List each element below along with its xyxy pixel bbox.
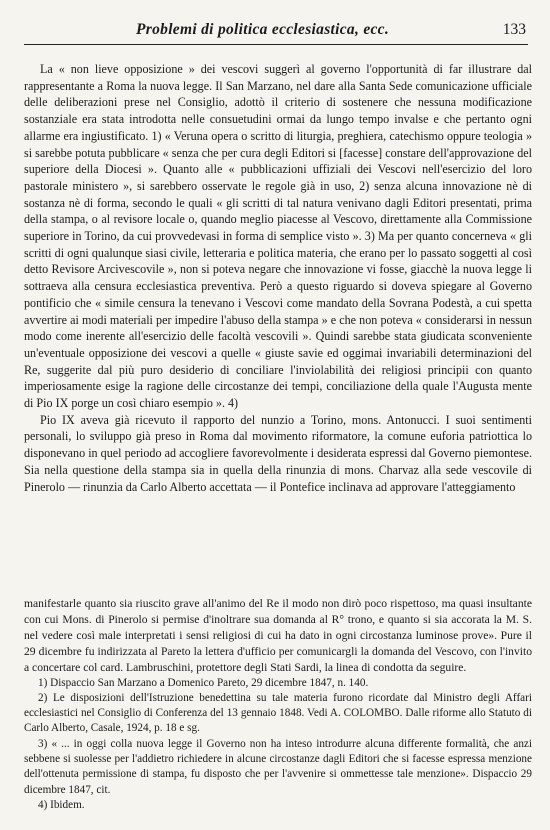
running-title: Problemi di politica ecclesiastica, ecc. [136,21,390,38]
footnote-2: 2) Le disposizioni dell'Istruzione benedettina su tale materia furono ricordate dal Ministro degli Affari ecclesiastici nel Consiglio di Conferenza del 13 gennaio 1848. Vedi A. COLOMBO. Dalle riforme allo Statuto di Carlo Alberto, Casale, 1924, p. 18 e sg. [24,691,532,735]
main-text [24,61,532,495]
footnotes-section [24,596,532,813]
footnote-4: 4) Ibidem. [38,798,85,811]
page-number: 133 [502,21,526,38]
page-header [24,14,528,45]
footnote-3: 3) « ... in oggi colla nuova legge il Governo non ha inteso introdurre alcuna differente formalità, che anzi sebbene si suolesse per l'addietro richiedere in alcune circostanze dagli Editori che si facesse espressa menzione dell'ottenuta permissione di stampa, fu disposto che per l'avvenire si ommettesse tale menzione». Dispaccio 29 dicembre 1847, cit. [24,737,532,796]
paragraph-2: Pio IX aveva già ricevuto il rapporto del nunzio a Torino, mons. Antonucci. I suoi sentimenti personali, lo sviluppo già preso in Roma dal movimento riformatore, la comune euforia patriottica lo disponevano in quel periodo ad accogliere favorevolmente i desiderata espressi dal Governo piemontese. Sia nella questione della stampa sia in quella della rinunzia di mons. Charvaz alla sede vescovile di Pinerolo — rinunzia da Carlo Alberto accettata — il Pontefice inclinava ad approvare l'atteggiamento [24,412,532,494]
footnote-1: 1) Dispaccio San Marzano a Domenico Pareto, 29 dicembre 1847, n. 140. [38,676,369,689]
paragraph-1: La « non lieve opposizione » dei vescovi suggerì al governo l'opportunità di far illustrare dal rappresentante a Roma la nuova legge. Il San Marzano, nel dare alla Santa Sede comunicazione ufficiale delle deliberazioni prese nel Consiglio, adottò il criterio di sostenere che nessuna modificazione sostanziale era stata introdotta nelle consuetudini ormai da lungo tempo invalse e che pertanto ogni allarme era ingiustificato. 1) « Veruna opera o scritto di liturgia, preghiera, catechismo oppure teologia » si sarebbe potuta pubblicare « senza che per cura degli Editori si [facesse] constare dell'approvazione del superiore della Diocesi ». Quanto alle « pubblicazioni uffiziali dei Vescovi nell'esercizio del loro pastorale ministero », si sarebbero osservate le regole già in uso, 2) senza alcuna innovazione nè di sostanza nè di forma, secondo le quali « gli scritti di tal natura venivano dagli Editori presentati, prima della stampa, o al revisore locale o, quando meglio piacesse al Vescovo, direttamente alla Commissione superiore in Torino, da cui provvedevasi in forma di semplice visto ». 3) Ma per quanto concerneva « gli scritti di ogni qualunque siasi civile, letteraria e politica materia, che erano per lo passato soggetti al così detto Revisore Arcivescovile », non si poteva negare che innovazione vi fosse, giacchè la nuova legge li sottraeva alla censura ecclesiastica preventiva. Però a questo riguardo si doveva spiegare al Governo pontificio che « simile censura la tenevano i Vescovi come mandato della Sovrana Podestà, a cui spetta avvertire ai modi materiali per impedire l'abuso della stampa » e che non poteva « considerarsi in nessun modo come inerente all'esercizio delle facoltà vescovili ». Quindi sarebbe stata giudicata sconveniente un'eventuale opposizione dei vescovi a quelle « giuste savie ed oggimai invariabili determinazioni del Re, suggerite dal più puro desiderio di conciliare l'inviolabilità dei religiosi principii con quanto imperiosamente esige la ragione delle circostanze dei tempi, conciliazione della quale l'Augusta mente di Pio IX porge un così chiaro esempio ». 4) [24,62,532,411]
footnote-continuation: manifestarle quanto sia riuscito grave all'animo del Re il modo non dirò poco rispettoso, ma quasi insultante con cui Mons. di Pinerolo si permise d'inoltrare sua domanda al R° trono, e quanto si sia accorata la M. S. nel vedere così male interpretati i sensi religiosi di cui ha dato in ogni circostanza luminose prove». Pure il 29 dicembre fu indirizzata al Pareto la lettera d'ufficio per comunicargli la domanda del Vescovo, con l'invito a concertare col card. Lambruschini, protettore degli Stati Sardi, la linea di condotta da seguire. [24,597,532,674]
